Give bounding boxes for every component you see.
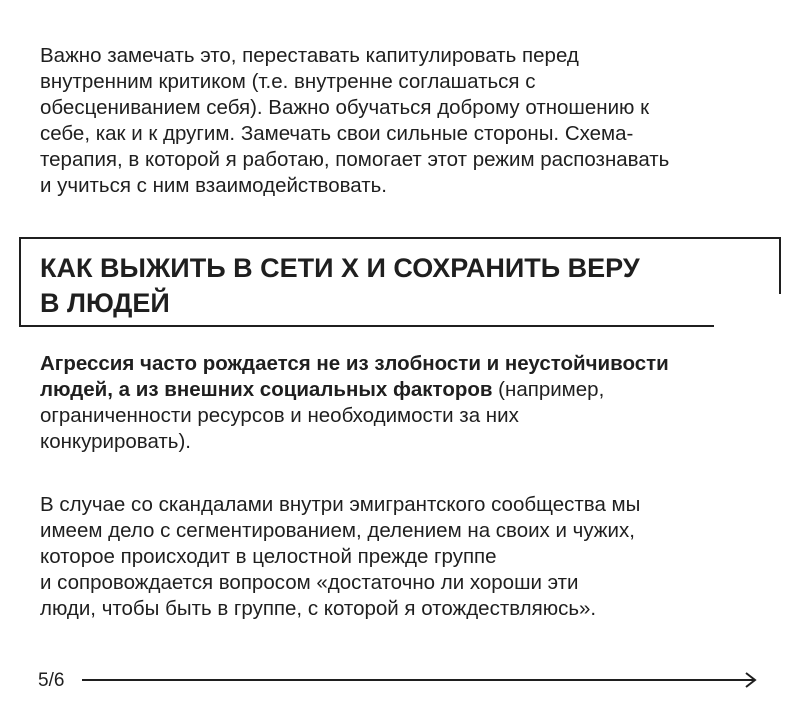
aggression-bold-fragment: людей, а из внешних социальных факторов: [40, 378, 493, 401]
segmentation-paragraph: [40, 492, 770, 622]
aggression-line: конкурировать).: [40, 430, 191, 453]
segmentation-line: В случае со скандалами внутри эмигрантского сообщества мы: [40, 493, 641, 516]
aggression-line-mixed: [40, 377, 770, 403]
aggression-line: ограниченности ресурсов и необходимости за них: [40, 404, 519, 427]
segmentation-line: и сопровождается вопросом «достаточно ли хороши эти: [40, 571, 579, 594]
heading-frame-top-border: [19, 237, 781, 239]
intro-line: терапия, в которой я работаю, помогает этот режим распознавать: [40, 148, 670, 171]
heading-frame-bottom-border: [19, 325, 714, 327]
page-number: 5/6: [38, 670, 65, 691]
heading-line: В ЛЮДЕЙ: [40, 288, 170, 318]
aggression-paragraph: [40, 351, 770, 455]
heading-frame-left-border: [19, 237, 21, 327]
intro-paragraph: [40, 43, 770, 199]
intro-line: внутренним критиком (т.е. внутренне соглашаться с: [40, 70, 536, 93]
segmentation-line: которое происходит в целостной прежде группе: [40, 545, 497, 568]
aggression-regular-fragment: (например,: [492, 378, 605, 401]
section-heading: [40, 251, 760, 321]
segmentation-line: люди, чтобы быть в группе, с которой я отождествляюсь».: [40, 597, 597, 620]
right-arrow-icon[interactable]: [82, 672, 758, 688]
heading-line: КАК ВЫЖИТЬ В СЕТИ Х И СОХРАНИТЬ ВЕРУ: [40, 253, 640, 283]
heading-frame-right-border: [779, 237, 781, 294]
intro-line: обесцениванием себя). Важно обучаться доброму отношению к: [40, 96, 650, 119]
intro-line: и учиться с ним взаимодействовать.: [40, 174, 387, 197]
intro-line: себе, как и к другим. Замечать свои сильные стороны. Схема-: [40, 122, 634, 145]
segmentation-line: имеем дело с сегментированием, делением на своих и чужих,: [40, 519, 635, 542]
aggression-line-bold: Агрессия часто рождается не из злобности и неустойчивости: [40, 352, 669, 375]
intro-line: Важно замечать это, переставать капитулировать перед: [40, 44, 579, 67]
